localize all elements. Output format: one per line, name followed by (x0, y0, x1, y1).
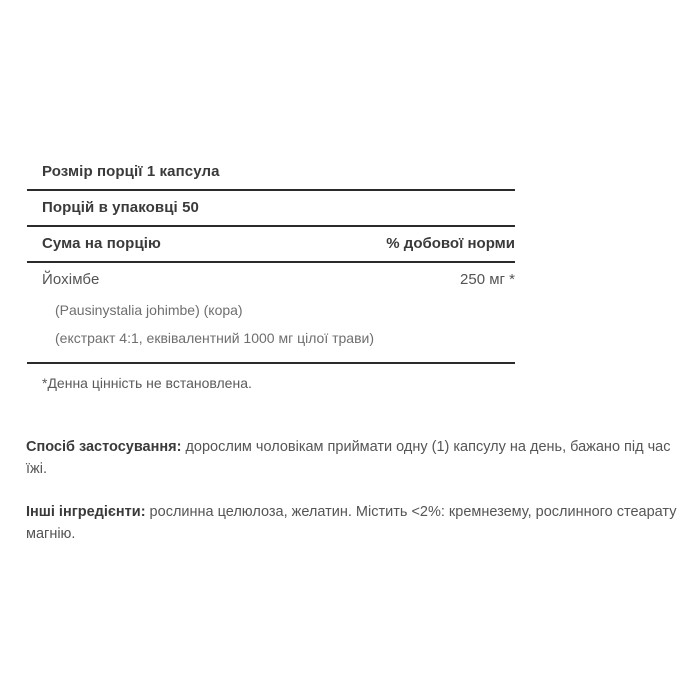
nutrient-amount: 250 мг * (460, 271, 515, 288)
other-ingredients-paragraph (26, 501, 688, 546)
other-ingredients-text: рослинна целюлоза, желатин. Містить <2%: кремнезему, рослинного стеарату магнію. (26, 504, 677, 543)
nutrient-name: Йохімбе (42, 271, 100, 288)
serving-size-label: Розмір порції 1 капсула (42, 163, 220, 180)
directions-label: Спосіб застосування: (26, 439, 182, 455)
amount-per-serving-header: Сума на порцію (42, 235, 161, 252)
nutrient-subline-extract: (екстракт 4:1, еквівалентний 1000 мг цілої трави) (55, 330, 375, 346)
table-header-row (27, 227, 515, 261)
daily-value-footnote: *Денна цінність не встановлена. (42, 375, 252, 391)
directions-text: дорослим чоловікам приймати одну (1) капсулу на день, бажано під час їжі. (26, 439, 671, 478)
nutrient-subline-botanical: (Pausinystalia johimbe) (кора) (55, 302, 243, 318)
table-row-serving-size (27, 155, 515, 189)
directions-paragraph (26, 436, 688, 481)
other-ingredients-label: Інші інгредієнти: (26, 504, 146, 520)
table-row-nutrient (27, 263, 515, 297)
daily-value-header: % добової норми (386, 235, 515, 252)
servings-per-container-label: Порцій в упаковці 50 (42, 199, 199, 216)
supplement-facts-table (27, 155, 515, 394)
table-row-servings-per-container (27, 191, 515, 225)
